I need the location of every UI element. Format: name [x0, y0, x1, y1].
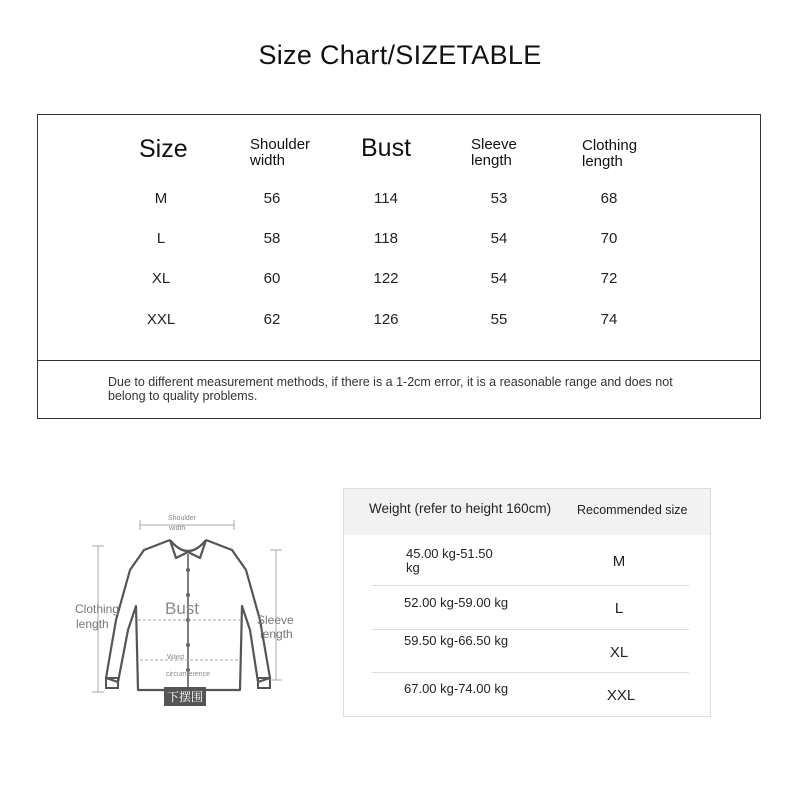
weight-table-header [344, 489, 710, 535]
page-title: Size Chart/SIZETABLE [258, 40, 542, 70]
weight-range: 59.50 kg-66.50 kg [404, 633, 509, 648]
cell-bust: 114 [374, 190, 398, 207]
cell-shoulder: 60 [263, 270, 281, 287]
diagram-sleeve-line1: Sleeve [257, 613, 294, 627]
row-divider [372, 629, 689, 630]
header-bust: Bust [361, 134, 412, 162]
diagram-sleeve-line2: length [260, 627, 293, 641]
header-shoulder-line2: width [250, 152, 286, 169]
header-recommended-size: Recommended size [577, 503, 688, 517]
weight-range: 67.00 kg-74.00 kg [404, 681, 509, 696]
cell-sleeve: 54 [490, 230, 508, 247]
diagram-shoulder-line1: Shoulder [168, 515, 197, 522]
header-size: Size [139, 135, 188, 163]
weight-recommendation-table [343, 488, 711, 717]
recommended-size: M [612, 553, 626, 570]
weight-range: 52.00 kg-59.00 kg [404, 595, 509, 610]
size-chart-table [37, 114, 761, 419]
diagram-clothing-line2: length [76, 617, 109, 631]
cell-bust: 126 [373, 311, 399, 328]
diagram-waist-line1: Waist [167, 654, 185, 661]
header-weight: Weight (refer to height 160cm) [369, 501, 552, 516]
header-clothing-line1: Clothing [582, 137, 638, 154]
recommended-size: L [614, 600, 624, 617]
measurement-note [108, 375, 748, 403]
cell-length: 72 [600, 270, 618, 287]
cell-shoulder: 58 [263, 230, 281, 247]
cell-length: 68 [600, 190, 618, 207]
header-shoulder-line1: Shoulder [250, 136, 311, 153]
cell-size: XXL [146, 311, 176, 328]
diagram-shoulder-line2: width [169, 525, 186, 532]
cell-size: M [154, 190, 168, 207]
cell-sleeve: 55 [490, 311, 508, 328]
cell-bust: 118 [374, 230, 398, 247]
header-clothing-line2: length [582, 153, 623, 170]
weight-range-cont: kg [406, 560, 420, 575]
note-line: Due to different measurement methods, if there is a 1-2cm error, it is a reasonable range and does not [108, 375, 673, 389]
row-divider [372, 585, 689, 586]
note-line: belong to quality problems. [108, 389, 258, 403]
diagram-clothing-line1: Clothing [75, 602, 120, 616]
cell-size: L [156, 230, 166, 247]
cell-sleeve: 54 [490, 270, 508, 287]
table-divider [38, 360, 760, 361]
row-divider [372, 672, 689, 673]
cell-length: 70 [600, 230, 618, 247]
diagram-bust-label: Bust [165, 599, 200, 618]
diagram-hem-tag: 下摆围 [164, 687, 206, 706]
header-sleeve-line2: length [471, 152, 512, 169]
cell-size: XL [151, 270, 171, 287]
diagram-waist-line2: circumference [166, 671, 210, 678]
cell-bust: 122 [373, 270, 399, 287]
shirt-measurement-diagram [72, 510, 302, 715]
recommended-size: XL [609, 644, 629, 661]
cell-sleeve: 53 [490, 190, 508, 207]
cell-shoulder: 56 [263, 190, 281, 207]
header-sleeve-line1: Sleeve [471, 136, 517, 153]
cell-length: 74 [600, 311, 618, 328]
weight-range: 45.00 kg-51.50 [406, 546, 493, 561]
recommended-size: XXL [606, 687, 636, 704]
cell-shoulder: 62 [263, 311, 281, 328]
